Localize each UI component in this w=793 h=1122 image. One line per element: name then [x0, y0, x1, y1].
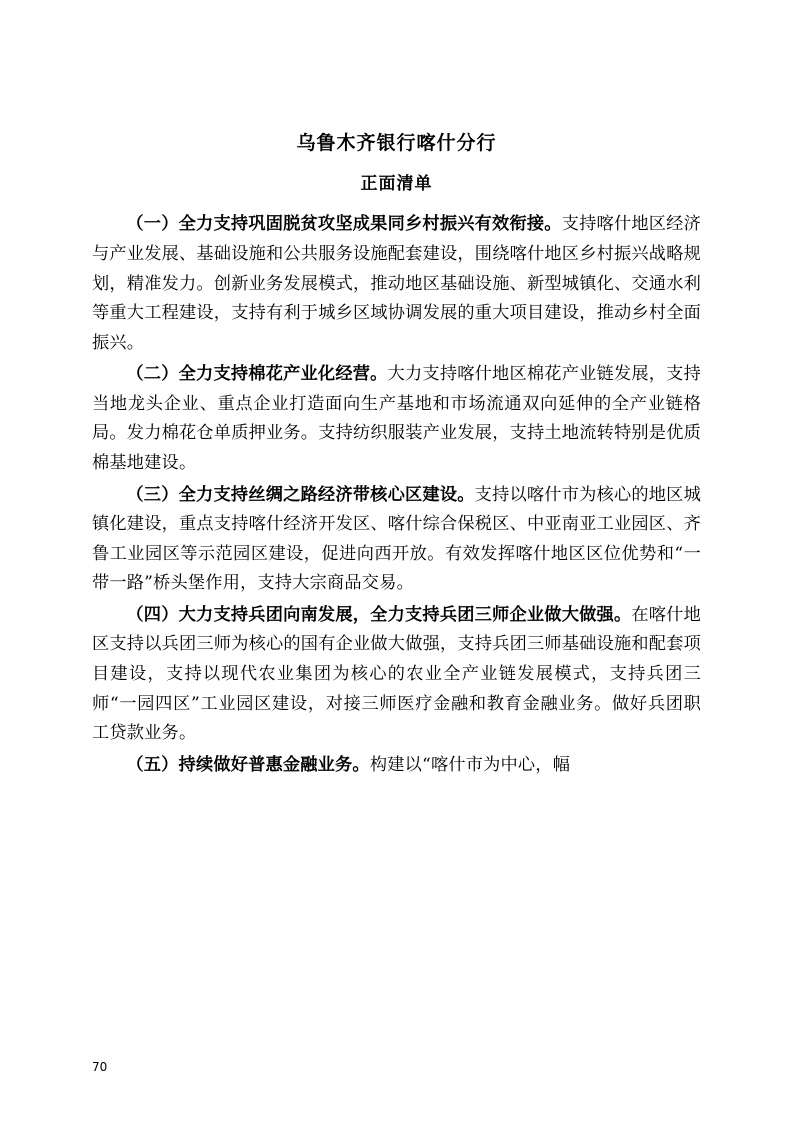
paragraph-1-body: 支持喀什地区经济与产业发展、基础设施和公共服务设施配套建设，围绕喀什地区乡村振兴战略规划，精准发力。创新业务发展模式，推动地区基础设施、新型城镇化、交通水利等重大工程建设，支持有利于城乡区域协调发展的重大项目建设，推动乡村全面振兴。	[92, 214, 701, 353]
paragraph-3	[92, 481, 701, 599]
paragraph-4-body: 在喀什地区支持以兵团三师为核心的国有企业做大做强，支持兵团三师基础设施和配套项目建设，支持以现代农业集团为核心的农业全产业链发展模式，支持兵团三师“一园四区”工业园区建设，对接三师医疗金融和教育金融业务。做好兵团职工贷款业务。	[92, 604, 701, 744]
paragraph-4	[92, 601, 701, 749]
page-subtitle: 正面清单	[360, 173, 433, 194]
page-title: 乌鲁木齐银行喀什分行	[296, 132, 497, 154]
paragraph-2-body: 大力支持喀什地区棉花产业链发展，支持当地龙头企业、重点企业打造面向生产基地和市场流通双向延伸的全产业链格局。发力棉花仓单质押业务。支持纺织服装产业发展，支持土地流转特别是优质棉基地建设。	[92, 364, 701, 474]
paragraph-3-lead: （三）全力支持丝绸之路经济带核心区建设。	[126, 484, 475, 505]
paragraph-1	[92, 210, 701, 358]
paragraph-5	[92, 751, 701, 781]
paragraph-4-lead: （四）大力支持兵团向南发展，全力支持兵团三师企业做大做强。	[126, 604, 632, 625]
paragraph-1-lead: （一）全力支持巩固脱贫攻坚成果同乡村振兴有效衔接。	[126, 214, 562, 235]
paragraph-3-body: 支持以喀什市为核心的地区城镇化建设，重点支持喀什经济开发区、喀什综合保税区、中亚南亚工业园区、齐鲁工业园区等示范园区建设，促进向西开放。有效发挥喀什地区区位优势和“一带一路”桥头堡作用，支持大宗商品交易。	[92, 484, 701, 594]
paragraph-5-body: 构建以“喀什市为中心，幅	[369, 754, 571, 775]
paragraph-2-lead: （二）全力支持棉花产业化经营。	[126, 364, 388, 385]
paragraph-5-lead: （五）持续做好普惠金融业务。	[126, 754, 370, 775]
page-number: 70	[92, 1060, 108, 1074]
paragraph-2	[92, 360, 701, 478]
